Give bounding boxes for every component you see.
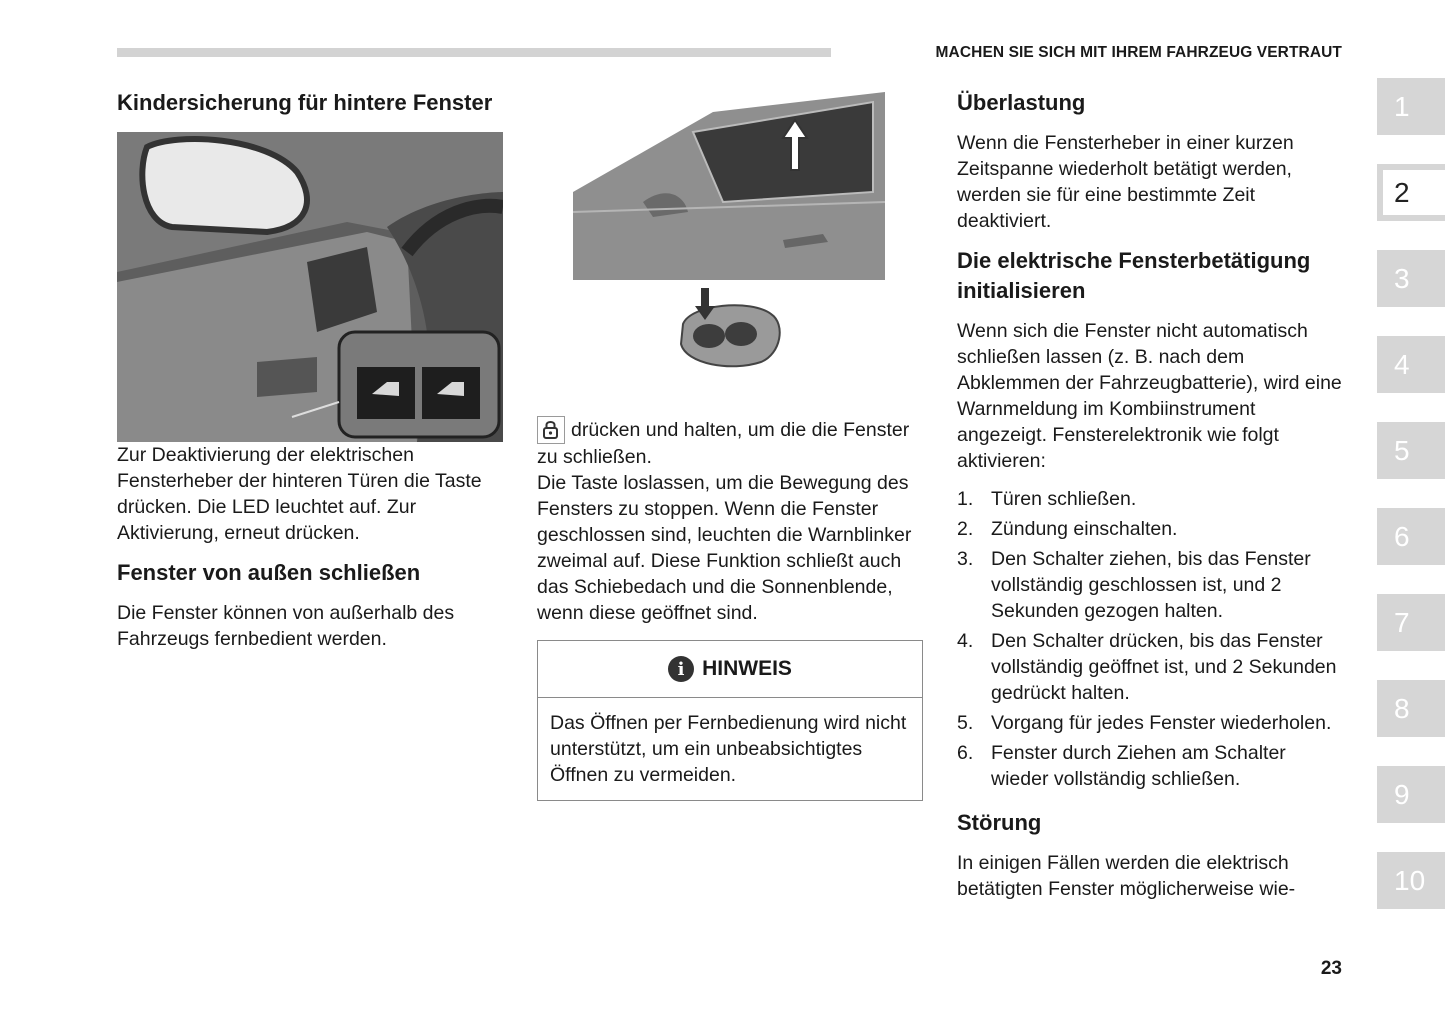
initialize-steps [957, 486, 1347, 792]
page-number: 23 [1320, 958, 1342, 979]
column-right [957, 88, 1347, 902]
release-description: Die Taste loslassen, um die Bewegung des Fensters zu stoppen. Wenn die Fenster geschlossen sind, leuchten die Warnblinker zweimal auf. Diese Funktion schließt auch das Schiebedach und die Sonnenblende, wenn diese geöffnet sind. [537, 472, 912, 624]
section-heading-child-lock: Kindersicherung für hintere Fenster [117, 90, 493, 115]
car-side-illustration [573, 92, 885, 280]
info-icon: i [668, 656, 694, 682]
initialize-description: Wenn sich die Fenster nicht automatisch schließen lassen (z. B. nach dem Abklemmen der Fahrzeugbatterie), wird eine Warnmeldung im Kombiinstrument angezeigt. Fensterelektronik wie folgt aktivieren: [957, 320, 1342, 472]
key-fob-illustration [671, 284, 791, 384]
key-fob-icon [671, 284, 791, 384]
fault-description: In einigen Fällen werden die elektrisch betätigten Fenster möglicherweise wie- [957, 852, 1296, 900]
chapter-tab-3[interactable]: 3 [1377, 250, 1445, 307]
car-window-photo [573, 92, 885, 280]
chapter-tabs [1377, 78, 1445, 938]
notice-header [538, 641, 922, 698]
list-item: 6. Fenster durch Ziehen am Schalter wieder vollständig schließen. [957, 742, 1286, 790]
door-panel-illustration [117, 132, 503, 442]
section-heading-fault: Störung [957, 810, 1042, 835]
chapter-tab-1[interactable]: 1 [1377, 78, 1445, 135]
close-remote-description: Die Fenster können von außerhalb des Fahrzeugs fernbedient werden. [117, 602, 455, 650]
lock-button-instruction [537, 416, 927, 470]
door-panel-photo [117, 132, 503, 442]
chapter-tab-8[interactable]: 8 [1377, 680, 1445, 737]
lock-instruction-text: drücken und halten, um die die Fenster zu schließen. [537, 419, 910, 468]
notice-title: HINWEIS [702, 657, 792, 680]
section-heading-close-remote: Fenster von außen schließen [117, 560, 421, 585]
list-item: 5. Vorgang für jedes Fenster wiederholen. [957, 712, 1332, 734]
chapter-tab-10[interactable]: 10 [1377, 852, 1445, 909]
child-lock-description: Zur Deaktivierung der elektrischen Fensterheber der hinteren Türen die Taste drücken. Die LED leuchtet auf. Zur Aktivierung, erneut drücken. [117, 444, 482, 544]
list-item: 4. Den Schalter drücken, bis das Fenster vollständig geöffnet ist, und 2 Sekunden gedrückt halten. [957, 630, 1337, 704]
section-heading-initialize: Die elektrische Fensterbetätigung initialisieren [957, 248, 1311, 303]
chapter-tab-7[interactable]: 7 [1377, 594, 1445, 651]
chapter-tab-9[interactable]: 9 [1377, 766, 1445, 823]
chapter-tab-5[interactable]: 5 [1377, 422, 1445, 479]
notice-text: Das Öffnen per Fernbedienung wird nicht unterstützt, um ein unbeabsichtigtes Öffnen zu vermeiden. [550, 712, 907, 786]
section-heading-overload: Überlastung [957, 90, 1086, 115]
chapter-tab-6[interactable]: 6 [1377, 508, 1445, 565]
chapter-title: MACHEN SIE SICH MIT IHREM FAHRZEUG VERTRAUT [935, 44, 1342, 61]
chapter-tab-4[interactable]: 4 [1377, 336, 1445, 393]
header-rule [117, 48, 831, 57]
notice-body [538, 698, 922, 800]
overload-description: Wenn die Fensterheber in einer kurzen Zeitspanne wiederholt betätigt werden, werden sie für eine bestimmte Zeit deaktiviert. [957, 132, 1294, 232]
column-middle [537, 92, 927, 801]
notice-box [537, 640, 923, 801]
list-item: 1. Türen schließen. [957, 488, 1137, 510]
lock-icon [537, 416, 565, 444]
column-left [117, 88, 507, 652]
list-item: 2. Zündung einschalten. [957, 518, 1178, 540]
chapter-tab-2[interactable]: 2 [1377, 164, 1445, 221]
list-item: 3. Den Schalter ziehen, bis das Fenster vollständig geschlossen ist, und 2 Sekunden gezogen halten. [957, 548, 1311, 622]
